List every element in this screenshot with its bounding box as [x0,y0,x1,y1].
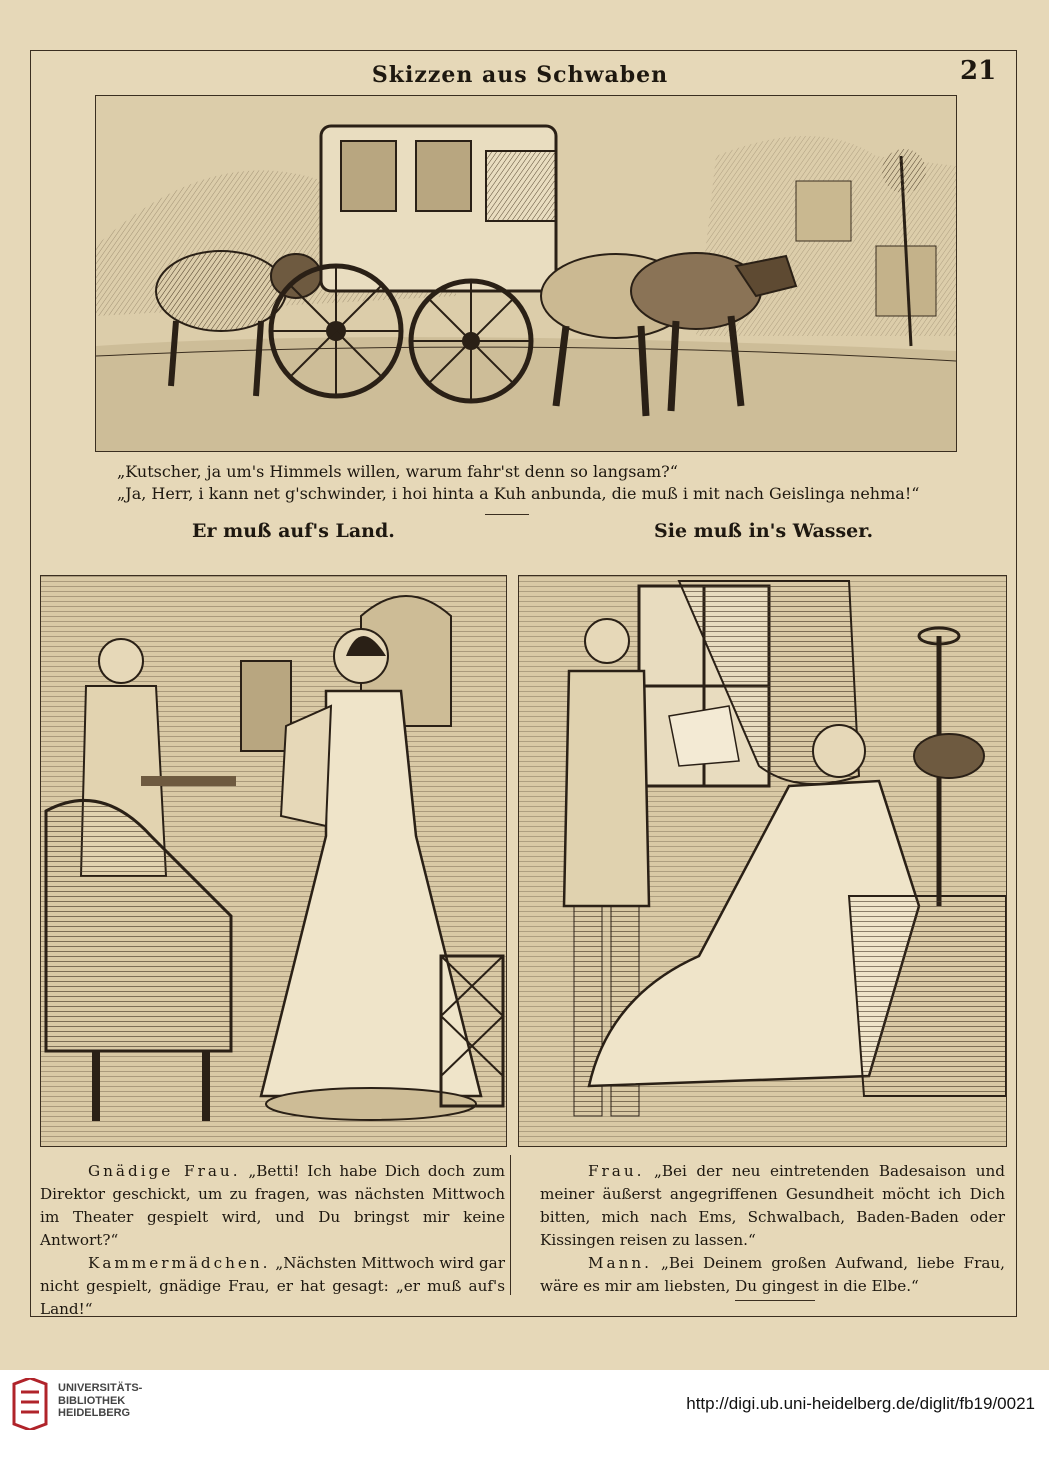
left-paragraph-2 [40,1252,505,1321]
logo-line: HEIDELBERG [58,1407,131,1419]
page-title: Skizzen aus Schwaben [371,62,669,88]
lady-and-maid-illustration [40,575,507,1147]
dialogue-text: „Bei der neu eintretenden Badesaison und meiner äußerst angegriffenen Gesundheit möcht ich Dich bitten, mich nach Ems, Schwalbach, Baden-Baden oder Kissingen reisen zu lassen.“ [540,1162,1005,1249]
logo-line: UNIVERSITÄTS- [58,1382,143,1394]
speaker-label: Kammermädchen. [88,1254,271,1272]
right-paragraph-2 [540,1252,1005,1298]
library-logo-icon [10,1378,50,1430]
dialogue-text: „Nächsten Mittwoch wird gar nicht gespielt, gnädige Frau, er hat gesagt: „er muß auf's Land!“ [40,1254,505,1318]
left-panel-heading: Er muß auf's Land. [192,520,395,542]
right-panel-heading: Sie muß in's Wasser. [654,520,874,542]
source-url-link[interactable]: http://digi.ub.uni-heidelberg.de/diglit/fb19/0021 [686,1394,1035,1413]
dialogue-text: „Bei Deinem großen Aufwand, liebe Frau, wäre es mir am liebsten, Du gingest in die Elbe.“ [540,1254,1005,1295]
dialogue-text: „Betti! Ich habe Dich doch zum Direktor geschickt, um zu fragen, was nächsten Mittwoch im Theater gespielt wird, und Du bringst mir keine Antwort?“ [40,1162,505,1249]
left-paragraph-1 [40,1160,505,1252]
right-dialogue-text [540,1160,1005,1298]
speaker-label: Frau. [588,1162,645,1180]
wife-and-parrot-illustration [518,575,1007,1147]
carriage-illustration [95,95,957,452]
caption-line-coachman-answer: „Ja, Herr, i kann net g'schwinder, i hoi hinta a Kuh anbunda, die muß i mit nach Geislinga nehma!“ [117,484,920,503]
logo-line: BIBLIOTHEK [58,1394,126,1407]
left-dialogue-text [40,1160,505,1321]
end-rule [735,1300,815,1301]
divider [485,514,529,515]
column-divider [510,1155,511,1295]
library-logo-text [58,1382,142,1420]
caption-line-coachman-question: „Kutscher, ja um's Himmels willen, warum fahr'st denn so langsam?“ [117,462,678,481]
page-number: 21 [960,56,997,86]
footer-bar [0,1370,1049,1465]
speaker-label: Gnädige Frau. [88,1162,241,1180]
speaker-label: Mann. [588,1254,652,1272]
right-paragraph-1 [540,1160,1005,1252]
